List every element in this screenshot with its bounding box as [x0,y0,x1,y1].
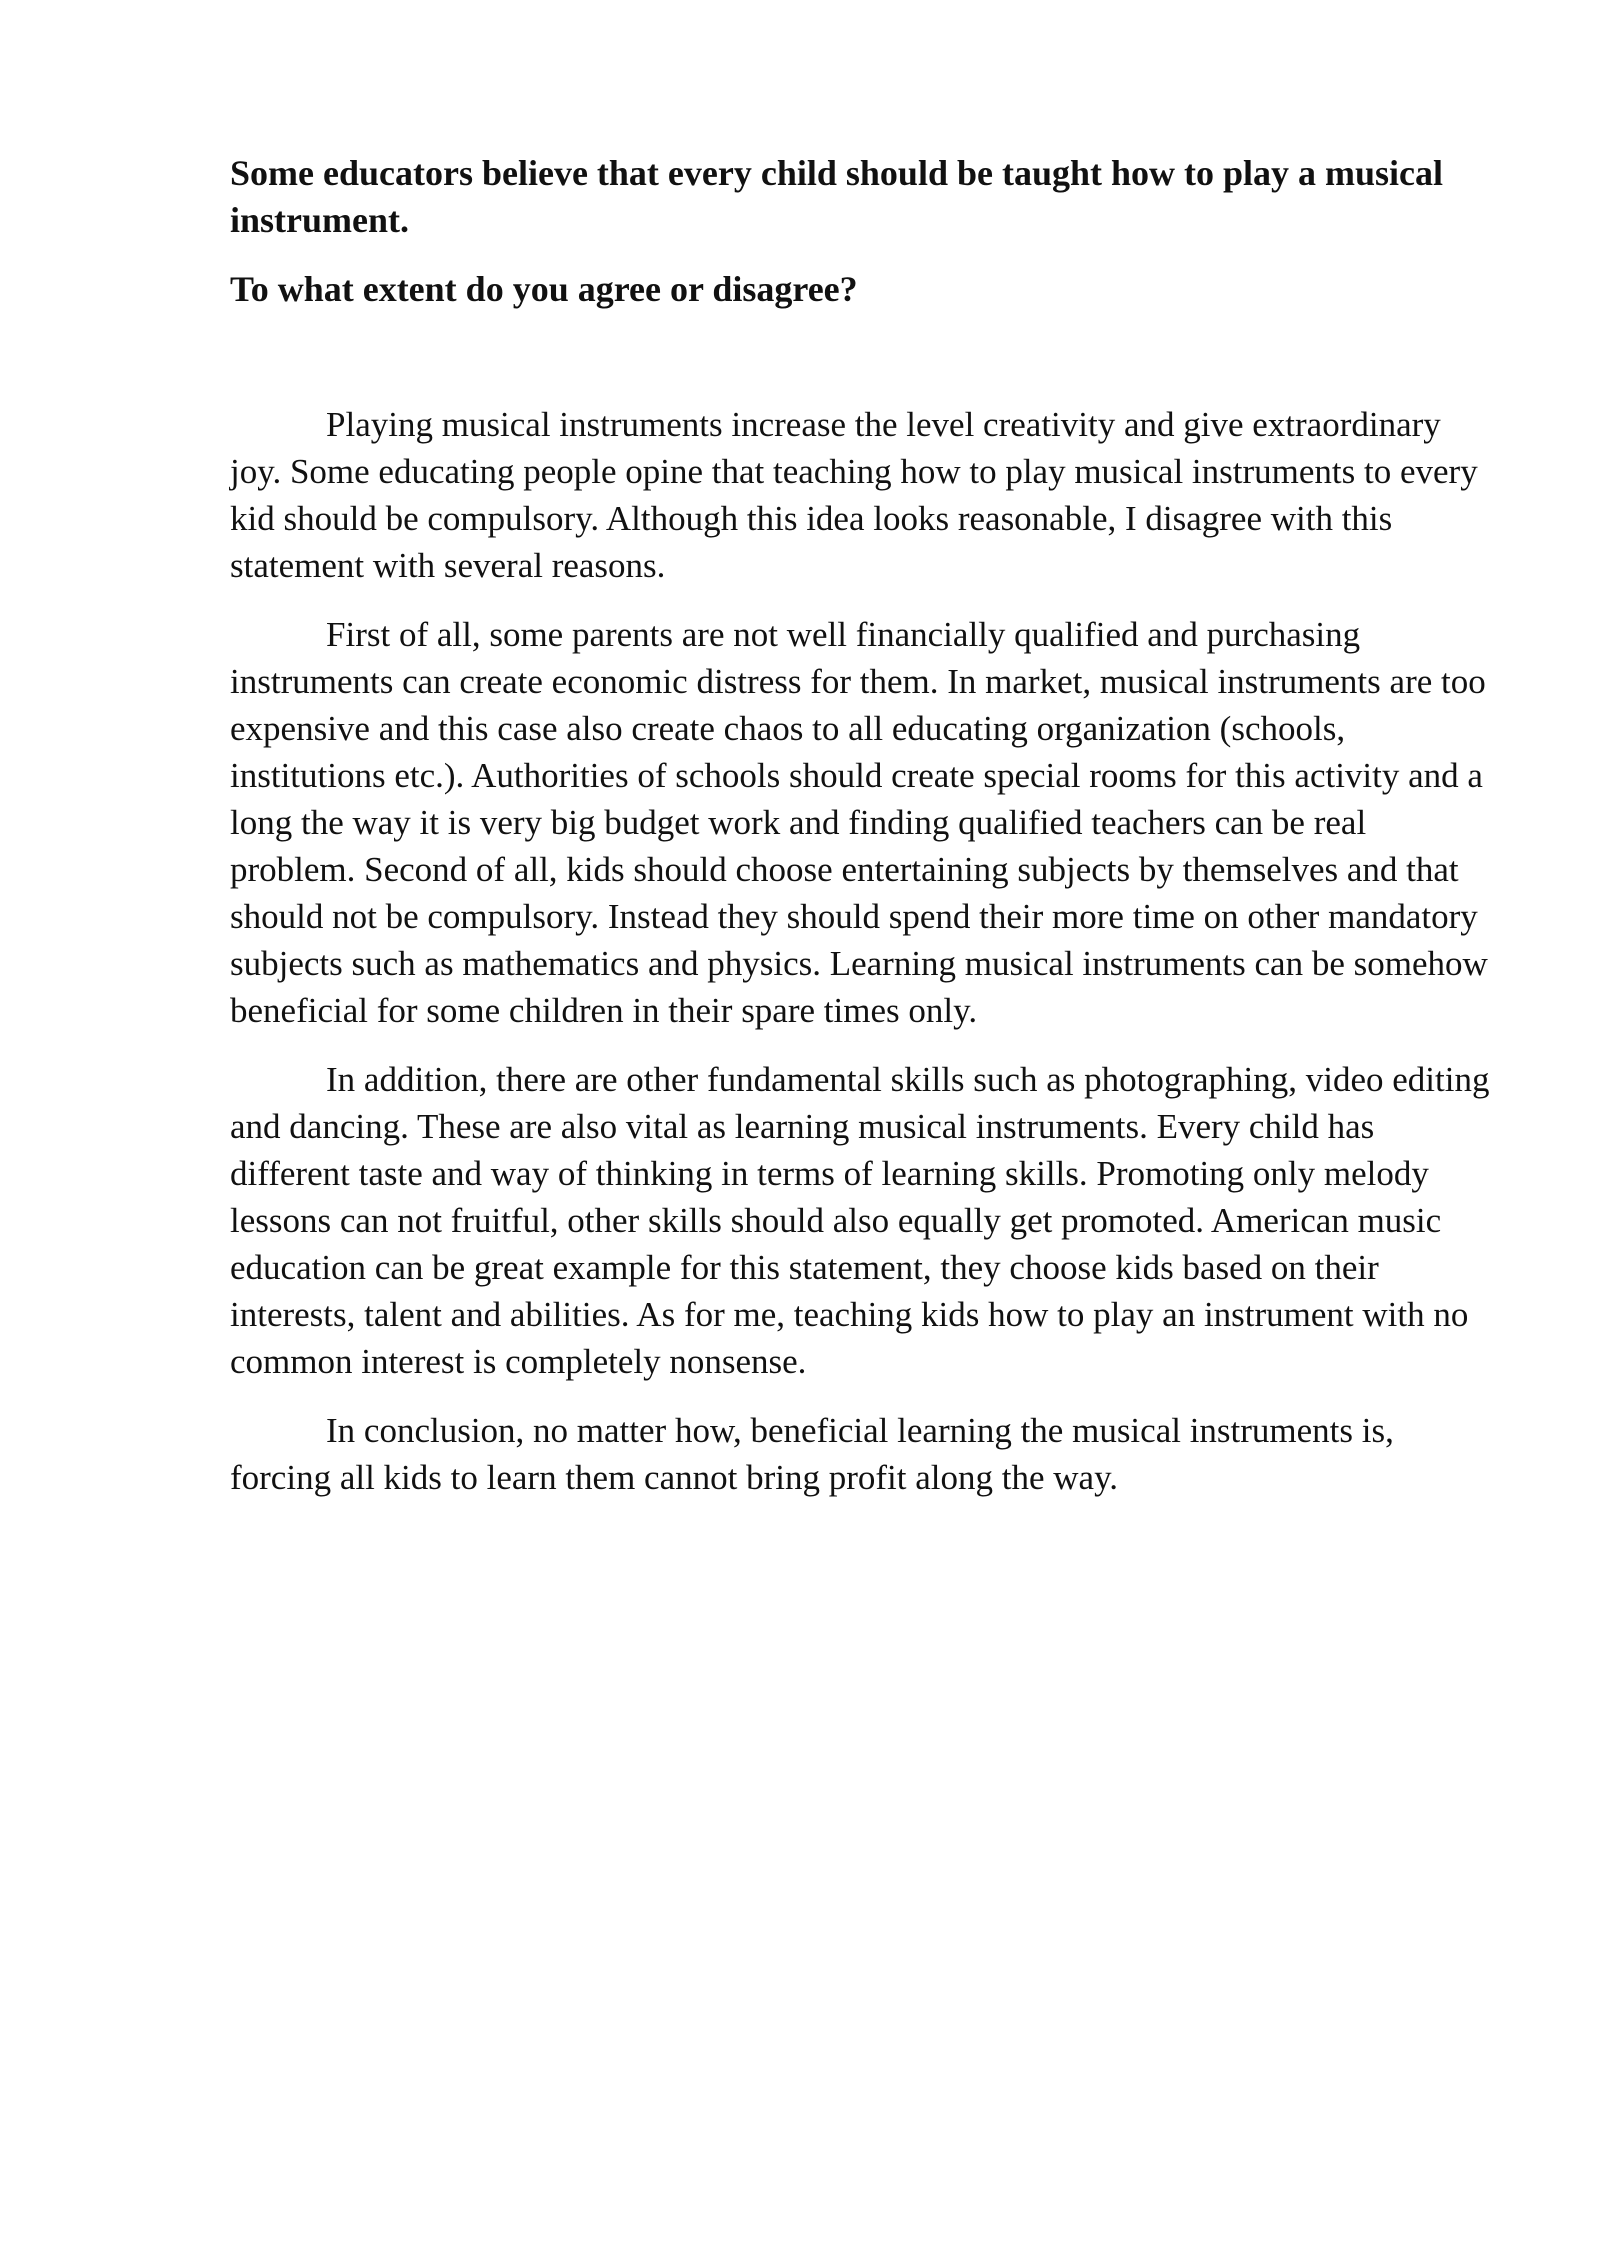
paragraph-body-2: In addition, there are other fundamental skills such as photographing, video editing and dancing. These are also vital as learning musical instruments. Every child has different taste and way of thinking in terms of learning skills. Promoting only melody lessons can not fruitful, other skills should also equally get promoted. American music education can be great example for this statement, they choose kids based on their interests, talent and abilities. As for me, teaching kids how to play an instrument with no common interest is completely nonsense. [230,1060,1490,1381]
paragraph-body-1: First of all, some parents are not well financially qualified and purchasing instruments can create economic distress for them. In market, musical instruments are too expensive and this case also create chaos to all educating organization (schools, institutions etc.). Authorities of schools should create special rooms for this activity and a long the way it is very big budget work and finding qualified teachers can be real problem. Second of all, kids should choose entertaining subjects by themselves and that should not be compulsory. Instead they should spend their more time on other mandatory subjects such as mathematics and physics. Learning musical instruments can be somehow beneficial for some children in their spare times only. [230,615,1488,1030]
document-body [230,150,1490,1523]
paragraph-conclusion: In conclusion, no matter how, beneficial learning the musical instruments is, forcing all kids to learn them cannot bring profit along the way. [230,1411,1394,1497]
paragraph-introduction: Playing musical instruments increase the level creativity and give extraordinary joy. Some educating people opine that teaching how to play musical instruments to every kid should be compulsory. Although this idea looks reasonable, I disagree with this statement with several reasons. [230,405,1478,585]
essay-question: To what extent do you agree or disagree? [230,269,858,309]
essay-prompt: Some educators believe that every child should be taught how to play a musical instrument. [230,153,1444,240]
essay-text [230,401,1490,1501]
